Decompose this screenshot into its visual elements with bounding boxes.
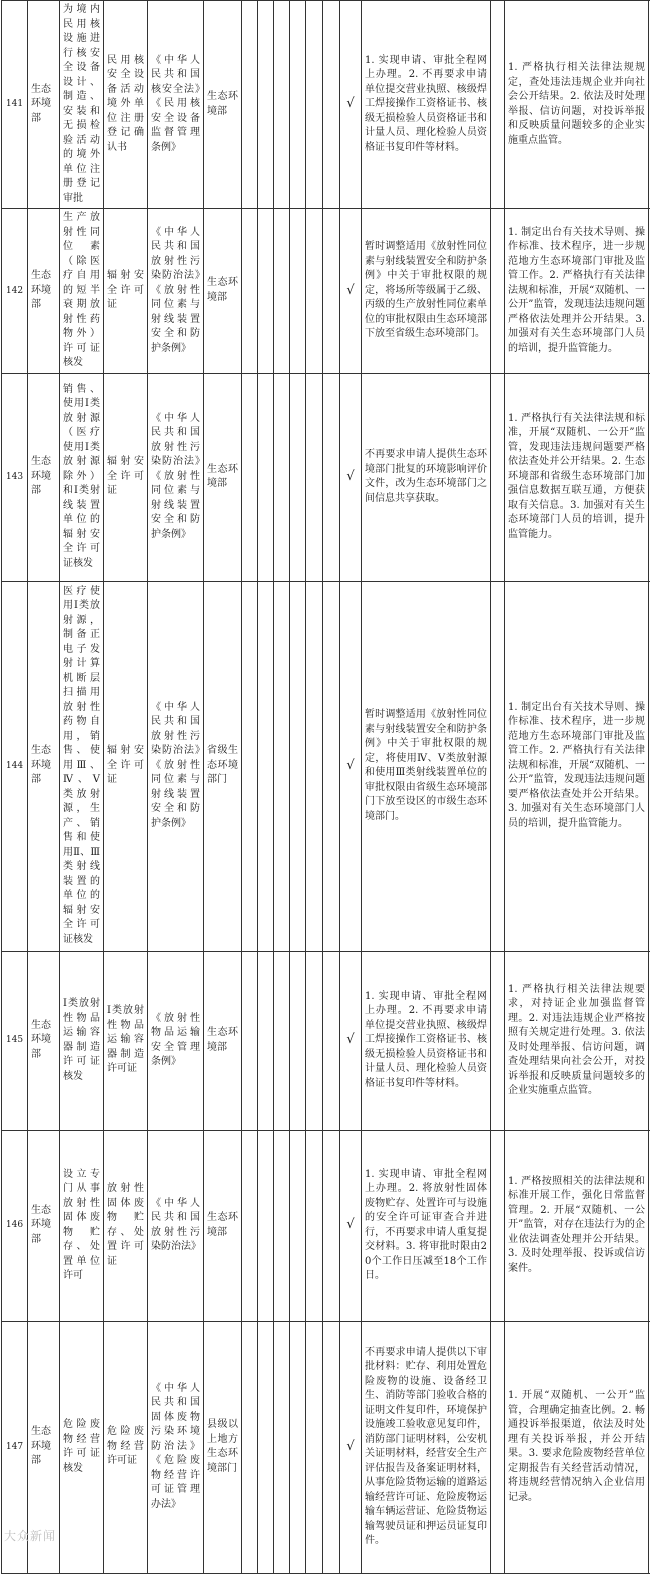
supervision-measure-cell: 1. 制定出台有关技术导则、操作标准、技术程序，进一步规范地方生态环境部门审批及监管工作。2. 严格执行有关法律法规和标准，开展“双随机、一公开”监管，发现违法违规问题严格依法处理并公开结果。3. 加强对有关生态环境部门人员的培训，提升监管能力。 [505, 209, 649, 374]
table-row [2, 951, 650, 1130]
blank-cell [290, 951, 306, 1130]
blank-cell [258, 581, 274, 951]
watermark-logo: 大众新闻 [4, 1527, 56, 1544]
blank-cell [258, 373, 274, 581]
department-cell: 生态环境部 [28, 373, 60, 581]
table-row [2, 1130, 650, 1321]
reform-measure-cell: 不再要求申请人提供以下审批材料：贮存、利用处置危险废物的设施、设备经卫生、消防等部门验收合格的证明文件复印件，环境保护设施竣工验收意见复印件，消防部门证明材料，公安机关证明材料，经营安全生产评估报告及备案证明材料，从事危险货物运输的道路运输经营许可证、危险废物运输车辆运营证、危险货物运输驾驶员证和押运员证复印件。 [362, 1321, 491, 1573]
blank-cell [274, 581, 290, 951]
license-name-cell: 辐射安全许可证 [104, 373, 148, 581]
item-name-cell: 为境内民用核设施进行核安全设备设计、制造、安装和无损检验活动的境外单位注册登记审批 [60, 1, 104, 209]
reform-measure-cell: 暂时调整适用《放射性同位素与射线装置安全和防护条例》中关于审批权限的规定，将场所等级属于乙级、丙级的生产放射性同位素单位的审批权限由生态环境部下放至省级生态环境部门。 [362, 209, 491, 374]
blank-cell [290, 1, 306, 209]
check-mark-cell: √ [340, 951, 362, 1130]
blank-cell [274, 951, 290, 1130]
reform-measure-cell: 1. 实现申请、审批全程网上办理。2. 不再要求申请单位提交营业执照、核级焊工焊接操作工资格证书、核级无损检验人员资格证书和计量人员、理化检验人员资格证书复印件等材料。 [362, 951, 491, 1130]
table-row [2, 581, 650, 951]
row-number-cell: 145 [2, 951, 28, 1130]
blank-cell [290, 1321, 306, 1573]
row-number-cell: 146 [2, 1130, 28, 1321]
item-name-cell: 医疗使用Ⅰ类放射源，制备正电子发射计算机断层扫描用放射性药物自用，销售、使用Ⅲ、Ⅳ、Ⅴ类放射源，生产、销售和使用Ⅱ、Ⅲ类射线装置的单位的辐射安全许可证核发 [60, 581, 104, 951]
row-number-cell: 143 [2, 373, 28, 581]
license-name-cell: 辐射安全许可证 [104, 581, 148, 951]
check-mark-cell: √ [340, 1321, 362, 1573]
legal-basis-cell: 《中华人民共和国放射性污染防治法》《放射性同位素与射线装置安全和防护条例》 [148, 209, 204, 374]
blank-cell [306, 1130, 323, 1321]
reform-measure-cell: 暂时调整适用《放射性同位素与射线装置安全和防护条例》中关于审批权限的规定，将使用Ⅳ、Ⅴ类放射源和使用Ⅲ类射线装置单位的审批权限由省级生态环境部门下放至设区的市级生态环境部门。 [362, 581, 491, 951]
license-name-cell: 放射性固体废物贮存、处置许可证 [104, 1130, 148, 1321]
blank-cell [242, 1321, 258, 1573]
check-mark-cell: √ [340, 209, 362, 374]
blank-cell [323, 951, 340, 1130]
blank-cell [323, 1130, 340, 1321]
reform-measure-cell: 1. 实现申请、审批全程网上办理。2. 不再要求申请单位提交营业执照、核级焊工焊接操作工资格证书、核级无损检验人员资格证书和计量人员、理化检验人员资格证书复印件等材料。 [362, 1, 491, 209]
supervision-measure-cell: 1. 严格执行有关法律法规和标准，开展“双随机、一公开”监管，发现违法违规问题要严格依法查处并公开结果。2. 生态环境部和省级生态环境部门加强信息数据互联互通，方便获取有关信息。3. 加强对有关生态环境部门人员的培训，提升监管能力。 [505, 373, 649, 581]
blank-cell [242, 951, 258, 1130]
table-row [2, 373, 650, 581]
license-name-cell: 辐射安全许可证 [104, 209, 148, 374]
blank-cell [290, 373, 306, 581]
blank-cell [306, 1321, 323, 1573]
blank-cell [323, 581, 340, 951]
license-name-cell: 危险废物经营许可证 [104, 1321, 148, 1573]
blank-cell [290, 209, 306, 374]
item-name-cell: 销售、使用Ⅰ类放射源（医疗使用Ⅰ类放射源除外）和Ⅰ类射线装置单位的辐射安全许可证核发 [60, 373, 104, 581]
blank-cell [306, 209, 323, 374]
blank-cell [258, 1130, 274, 1321]
check-mark-cell: √ [340, 373, 362, 581]
blank-cell [491, 1130, 505, 1321]
blank-cell [258, 951, 274, 1130]
blank-cell [242, 373, 258, 581]
table-row [2, 1321, 650, 1573]
item-name-cell: Ⅰ类放射性物品运输容器制造许可证核发 [60, 951, 104, 1130]
blank-cell [323, 1, 340, 209]
legal-basis-cell: 《中华人民共和国放射性污染防治法》《放射性同位素与射线装置安全和防护条例》 [148, 581, 204, 951]
blank-cell [306, 373, 323, 581]
license-name-cell: 民用核安全设备活动境外单位注册登记确认书 [104, 1, 148, 209]
blank-cell [491, 209, 505, 374]
blank-cell [491, 373, 505, 581]
blank-cell [323, 209, 340, 374]
blank-cell [491, 951, 505, 1130]
blank-cell [258, 1, 274, 209]
item-name-cell: 生产放射性同位素（除医疗自用的短半衰期放射性药物外）许可证核发 [60, 209, 104, 374]
approval-authority-cell: 生态环境部 [204, 209, 242, 374]
supervision-measure-cell: 1. 严格执行相关法律法规要求，对持证企业加强监督管理。2. 对违法违规企业严格按照有关规定进行处理。3. 依法及时处理举报、信访问题，调查处理结果向社会公开，对投诉举报和反映质量问题较多的企业实施重点监管。 [505, 951, 649, 1130]
blank-cell [491, 1321, 505, 1573]
department-cell: 生态环境部 [28, 209, 60, 374]
row-number-cell: 142 [2, 209, 28, 374]
blank-cell [274, 1, 290, 209]
item-name-cell: 危险废物经营许可证核发 [60, 1321, 104, 1573]
blank-cell [258, 1321, 274, 1573]
department-cell: 生态环境部 [28, 1, 60, 209]
supervision-measure-cell: 1. 严格按照相关的法律法规和标准开展工作，强化日常监督管理。2. 开展“双随机、一公开”监管，对存在违法行为的企业依法调查处理并公开结果。3. 及时处理举报、投诉或信访案件。 [505, 1130, 649, 1321]
reform-measure-cell: 1. 实现申请、审批全程网上办理。2. 将放射性固体废物贮存、处置许可与设施的安全许可证审查合并进行，不再要求申请人重复提交材料。3. 将审批时限由20个工作日压减至18个工作日。 [362, 1130, 491, 1321]
blank-cell [323, 373, 340, 581]
approval-authority-cell: 省级生态环境部门 [204, 581, 242, 951]
item-name-cell: 设立专门从事放射性固体废物贮存、处置单位许可 [60, 1130, 104, 1321]
legal-basis-cell: 《中华人民共和国放射性污染防治法》《放射性同位素与射线装置安全和防护条例》 [148, 373, 204, 581]
row-number-cell: 141 [2, 1, 28, 209]
supervision-measure-cell: 1. 严格执行相关法律法规规定，查处违法违规企业并向社会公开结果。2. 依法及时处理举报、信访问题，对投诉举报和反映质量问题较多的企业实施重点监管。 [505, 1, 649, 209]
legal-basis-cell: 《放射性物品运输安全管理条例》 [148, 951, 204, 1130]
approval-authority-cell: 生态环境部 [204, 1130, 242, 1321]
row-number-cell: 144 [2, 581, 28, 951]
blank-cell [242, 581, 258, 951]
approval-authority-cell: 县级以上地方生态环境部门 [204, 1321, 242, 1573]
blank-cell [242, 1130, 258, 1321]
blank-cell [306, 1, 323, 209]
blank-cell [274, 1321, 290, 1573]
approval-authority-cell: 生态环境部 [204, 1, 242, 209]
policy-table [1, 0, 650, 1574]
blank-cell [290, 1130, 306, 1321]
department-cell: 生态环境部 [28, 1130, 60, 1321]
department-cell: 生态环境部 [28, 951, 60, 1130]
check-mark-cell: √ [340, 1130, 362, 1321]
blank-cell [242, 209, 258, 374]
legal-basis-cell: 《中华人民共和国放射性污染防治法》 [148, 1130, 204, 1321]
row-number-cell: 147 [2, 1321, 28, 1573]
blank-cell [274, 209, 290, 374]
blank-cell [258, 209, 274, 374]
check-mark-cell: √ [340, 1, 362, 209]
blank-cell [242, 1, 258, 209]
table-row [2, 209, 650, 374]
blank-cell [274, 1130, 290, 1321]
blank-cell [306, 581, 323, 951]
check-mark-cell: √ [340, 581, 362, 951]
blank-cell [491, 1, 505, 209]
legal-basis-cell: 《中华人民共和国固体废物污染环境防治法》《危险废物经营许可证管理办法》 [148, 1321, 204, 1573]
approval-authority-cell: 生态环境部 [204, 951, 242, 1130]
approval-authority-cell: 生态环境部 [204, 373, 242, 581]
supervision-measure-cell: 1. 开展“双随机、一公开”监管，合理确定抽查比例。2. 畅通投诉举报渠道，依法及时处理有关投诉举报，并公开结果。3. 要求危险废物经营单位定期报告有关经营活动情况，将违规经营情况纳入企业信用记录。 [505, 1321, 649, 1573]
blank-cell [290, 581, 306, 951]
license-name-cell: Ⅰ类放射性物品运输容器制造许可证 [104, 951, 148, 1130]
supervision-measure-cell: 1. 制定出台有关技术导则、操作标准、技术程序，进一步规范地方生态环境部门审批及监管工作。2. 严格执行有关法律法规和标准，开展“双随机、一公开”监管，发现违法违规问题要严格依法查处并公开结果。3. 加强对有关生态环境部门人员的培训，提升监管能力。 [505, 581, 649, 951]
legal-basis-cell: 《中华人民共和国核安全法》《民用核安全设备监督管理条例》 [148, 1, 204, 209]
table-row [2, 1, 650, 209]
reform-measure-cell: 不再要求申请人提供生态环境部门批复的环境影响评价文件，改为生态环境部门之间信息共享获取。 [362, 373, 491, 581]
blank-cell [274, 373, 290, 581]
department-cell: 生态环境部 [28, 581, 60, 951]
department-cell: 生态环境部 [28, 1321, 60, 1573]
blank-cell [491, 581, 505, 951]
blank-cell [306, 951, 323, 1130]
blank-cell [323, 1321, 340, 1573]
